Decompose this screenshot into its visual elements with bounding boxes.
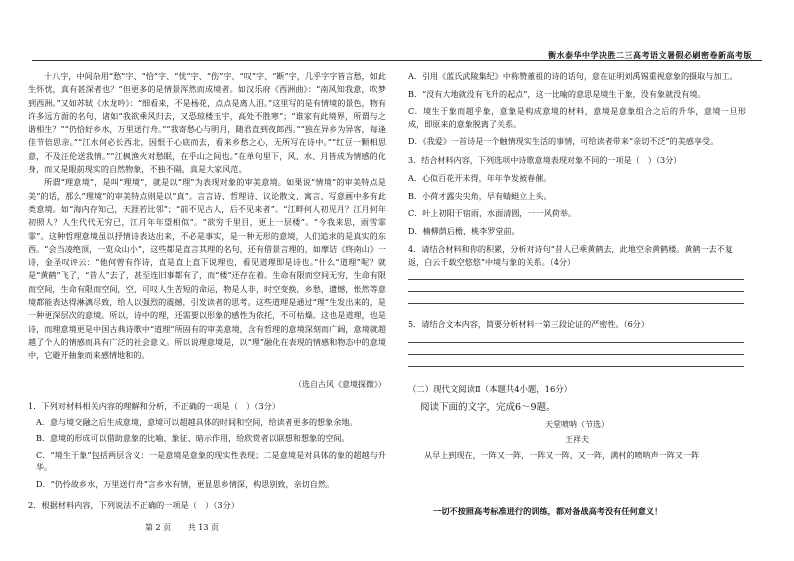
essay-title: 天堂喷呐（节选） (545, 419, 609, 429)
passage-source: （选自古风《意境探微》） (294, 379, 386, 389)
question-3-option-b: B．小荷才露尖尖角，早有蜻蜓立上头。 (408, 190, 552, 201)
answer-line[interactable] (408, 279, 744, 280)
answer-line[interactable] (408, 354, 744, 355)
left-column (28, 70, 386, 515)
question-1-stem: 1．下列对材料相关内容的理解和分析，不正确的一项是（ ）（3分） (28, 400, 280, 411)
passage-paragraph: 十八字，中间杂用“愁”字、“恰”字、“忧”字、“伤”字、“叹”字、“断”字，几乎字字皆言愁，如此生怀忧，真有甚深者也？”但更多的是情景浑然而成境者。如汉乐府《西洲曲》：“南风知我意，吹梦到西洲。”又如苏轼《水龙吟》：“细看来，不是杨花，点点是离人泪。”这里写的是有情境的景色，物有许多远方面的名句，诸如“我欲乘风归去，又恐琼楼玉宇，高处不胜寒”；“谁家有此境界，所谓与之谐相生？”“仍恰好乡水，万里送行舟。”“我寄愁心与明月，随君直到夜郎西。”“独在异乡为异客，每逢佳节倍思亲。”“江水何必长西北，因恨于心底而去，看来乡愁之心，无所写在诗中。”“红豆一颗相思意，不及汪伦送我情。”“江枫渔火对愁眠，在乎山之间也。”在单句里下，风、水、月皆成为情感的化身，而又是眼前现实的自然物象，不独不隔，真是大家风范。 (28, 71, 386, 175)
question-1-option-c: C．“境生于象”包括两层含义：一是意境是意象的现实性表现；二是意境是对具体的象的超越与升华。 (36, 449, 386, 473)
footer-note: 一切不按照高考标准进行的训练，都对备战高考没有任何意义！ (433, 506, 663, 516)
question-2-option-c: C．境生于象而超乎象，意象是构成意境的材料，意境是意象组合之后的升华，意境一旦形成，即原来的意象脱离了关系。 (408, 106, 746, 129)
answer-lines-q4 (408, 279, 746, 304)
answer-line[interactable] (408, 342, 744, 343)
page-number: 第 2 页 (145, 523, 172, 532)
question-5-stem: 5．请结合文本内容，简要分析材料一第三段论证的严密性。（6分） (408, 319, 649, 329)
right-column (408, 70, 746, 462)
question-2-option-a: A．引用《蓝氏武陵集纪》中称赞董祖的诗的话句，意在证明刘禹锡重视意象的摄取与加工。 (408, 71, 738, 81)
question-1-option-b: B．意境的形成可以借助意象的比喻、象征、暗示作用，给欣赏者以联想和想象的空间。 (36, 433, 350, 444)
answer-line[interactable] (408, 291, 744, 292)
essay-first-line: 从早上到现在，一阵又一阵，一阵又一阵，又一阵，满村的喷呐声一阵又一阵 (424, 449, 700, 460)
passage-paragraph: 所谓“理意境”，是叫“理境”，就是以“理”为表现对象的审美意境。如果说“情境”的审美特点是美“的话，那么“理境”的审美特点则是以“真”。言言诗、哲理诗、议论散文、寓言、写意画中多有此类意境。如“海内存知己，天涯若比邻”；“前不见古人，后不见来者”。“江畔何人初见月？江月何年初照人？人生代代无穷已，江月年年望相似”。“欲穷千里目，更上一层楼”。“今我来思，雨雪霏霏”。这种哲理意境虽以抒情诗表达出来，不必是事实，是一种无形的意境，人们追求的是真实的东西。“会当凌绝顶，一览众山小”，这些都是直言其理的名句，还有借景言理的，如摩诘《终南山》一诗，金圣叹评云：“他何曾有作诗，直是直上直下说理也，看见道理即是诗也。”什么“道理”呢？就是“黄鹤”飞了，“昔人”去了，甚至连旧事都有了，而“楼”还存在着。生命有限而空间无穷，生命有限而空间，生命有限而空间，空，可叹人生苦短的命运，物是人非，时空变换，乡愁，遗憾，怅然等意境都能表达得淋漓尽致，给人以强烈的震撼，引发读者的思考。这些道理是通过“理”生发出来的，是一种更深层次的意境。所以，诗中的理，还需要以形象的感性为依托，不可枯燥。这也是道理，也是诗，而理意境更是中国古典诗歌中“道理”所固有的审美意境，含有哲理的意境深刻而广阔，意境就超越了个人的情感而具有广泛的社会意义。所以说理意境是，以“理”融化在表现的情感和物态中的意境中，它避开抽象而来感情地和的。 (28, 177, 386, 361)
question-3-option-a: A．心似百花开未得，年年争发被春催。 (408, 173, 552, 183)
question-3-option-d: D．楠柳荫后檐，桃李罗堂前。 (408, 225, 520, 236)
question-1-option-a: A．意与境交融之后生成意境，意境可以超越具体的时间和空间，给读者更多的想象余地。 (36, 416, 358, 427)
question-2-stem: 2．根据材料内容，下列说法不正确的一项是（ ）（3分） (28, 499, 240, 510)
page-footer (145, 522, 233, 533)
answer-line[interactable] (408, 366, 744, 367)
page-header: 衡水泰华中学决胜二三高考语文暑假必刷密卷新高考版 (548, 50, 752, 60)
answer-line[interactable] (408, 303, 744, 304)
reading-instruction: 阅读下面的文字，完成6～9题。 (420, 401, 556, 413)
question-1-option-d: D．“仍怜故乡水，万里送行舟”言乡水有情，更显思乡情深，构思别致，亲切自然。 (36, 478, 335, 489)
question-2-option-d: D．《我爱》一首诗是一个触情现实生活的事情，可给读者带来“亲切不泛”的美感享受。 (408, 136, 719, 146)
question-3-stem: 3．结合材料内容，下列选项中诗歌意境表现对象不同的一项是（ ）（3分） (408, 154, 682, 165)
question-3-option-c: C．叶上初阳干宿雨，水面清圆，一一风荷举。 (408, 208, 577, 218)
answer-lines-q5 (408, 342, 746, 367)
question-4-stem: 4．请结合材料和你的积累，分析对诗句“昔人已乘黄鹤去，此地空余黄鹤楼。黄鹤一去不复返，白云千载空悠悠”中境与象的关系。（4分） (408, 244, 733, 267)
question-2-option-b: B．“没有大地就没有飞升的起点”，这一比喻的意思是境生于象，没有象就没有境。 (408, 88, 706, 99)
essay-author: 王祥夫 (565, 434, 589, 444)
page-total: 共 13 页 (187, 523, 219, 532)
section-heading: （二）现代文阅读Ⅱ（本题共4小题，16分） (408, 383, 573, 394)
header-rule (32, 60, 762, 61)
